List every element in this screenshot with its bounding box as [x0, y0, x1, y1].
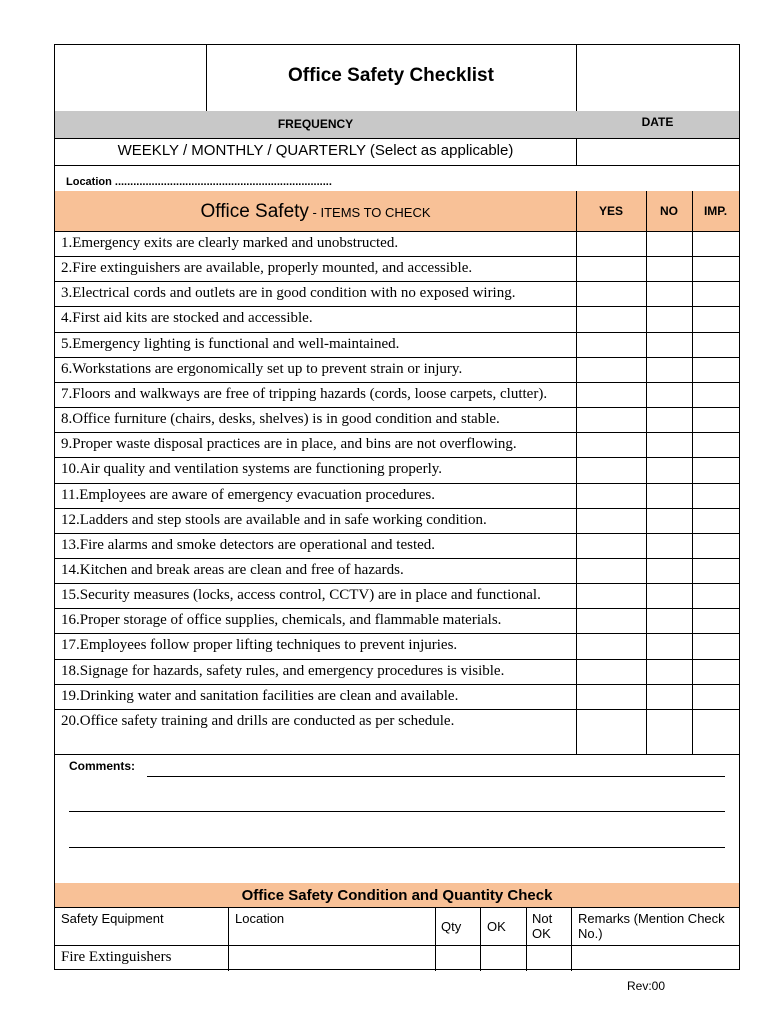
check-cell-yes[interactable] — [576, 306, 646, 331]
check-cell-imp[interactable] — [692, 608, 739, 633]
check-cell-imp[interactable] — [692, 684, 739, 709]
check-cell-yes[interactable] — [576, 357, 646, 382]
check-cell-no[interactable] — [646, 382, 692, 407]
checklist-item: 8.Office furniture (chairs, desks, shelves) is in good condition and stable. — [61, 411, 500, 428]
comments-line[interactable] — [147, 776, 725, 777]
check-cell-imp[interactable] — [692, 709, 739, 734]
check-cell-no[interactable] — [646, 684, 692, 709]
checklist-item: 11.Employees are aware of emergency evacuation procedures. — [61, 486, 435, 503]
comments-line[interactable] — [69, 811, 725, 812]
checklist-sheet — [54, 44, 740, 970]
check-cell-no[interactable] — [646, 659, 692, 684]
check-cell-yes[interactable] — [576, 256, 646, 281]
check-cell-no[interactable] — [646, 407, 692, 432]
check-cell-yes[interactable] — [576, 483, 646, 508]
check-cell-yes[interactable] — [576, 508, 646, 533]
check-cell-no[interactable] — [646, 558, 692, 583]
comments-line[interactable] — [69, 847, 725, 848]
col-no-header: NO — [660, 204, 678, 218]
check-cell-no[interactable] — [646, 709, 692, 734]
check-cell-imp[interactable] — [692, 231, 739, 256]
checklist-item: 19.Drinking water and sanitation facilities are clean and available. — [61, 687, 459, 704]
col-ok: OK — [487, 919, 506, 934]
col-imp-header: IMP. — [703, 204, 728, 218]
check-cell-no[interactable] — [646, 281, 692, 306]
divider — [526, 907, 527, 971]
check-cell-imp[interactable] — [692, 633, 739, 658]
check-cell-no[interactable] — [646, 432, 692, 457]
check-cell-imp[interactable] — [692, 332, 739, 357]
comments-label: Comments: — [69, 759, 136, 773]
checklist-item: 10.Air quality and ventilation systems are functioning properly. — [61, 461, 443, 478]
checklist-item: 16.Proper storage of office supplies, chemicals, and flammable materials. — [61, 612, 502, 629]
check-cell-imp[interactable] — [692, 357, 739, 382]
check-cell-yes[interactable] — [576, 457, 646, 482]
check-cell-imp[interactable] — [692, 306, 739, 331]
date-field[interactable] — [576, 138, 739, 165]
check-cell-no[interactable] — [646, 457, 692, 482]
check-cell-yes[interactable] — [576, 583, 646, 608]
check-cell-imp[interactable] — [692, 533, 739, 558]
check-cell-no[interactable] — [646, 256, 692, 281]
check-cell-no[interactable] — [646, 332, 692, 357]
check-cell-yes[interactable] — [576, 684, 646, 709]
checklist-item: 12.Ladders and step stools are available and in safe working condition. — [61, 511, 487, 528]
checklist-item: 6.Workstations are ergonomically set up to prevent strain or injury. — [61, 360, 463, 377]
divider — [480, 907, 481, 971]
col-location: Location — [235, 911, 285, 926]
section-title-main: Office Safety — [200, 201, 309, 222]
section-title — [55, 201, 576, 223]
date-label: DATE — [641, 115, 674, 129]
check-cell-imp[interactable] — [692, 432, 739, 457]
check-cell-yes[interactable] — [576, 709, 646, 734]
check-cell-imp[interactable] — [692, 583, 739, 608]
col-safety-equipment: Safety Equipment — [61, 911, 164, 926]
condition-title: Office Safety Condition and Quantity Check — [241, 887, 553, 904]
equipment-location-cell[interactable] — [228, 945, 435, 970]
check-cell-yes[interactable] — [576, 407, 646, 432]
page-title: Office Safety Checklist — [288, 65, 494, 86]
col-remarks: Remarks (Mention Check No.) — [578, 911, 725, 941]
divider — [55, 907, 739, 908]
revision-label: Rev:00 — [627, 979, 666, 993]
location-field[interactable]: Location ....................................................................... — [66, 176, 332, 188]
checklist-item: 1.Emergency exits are clearly marked and unobstructed. — [61, 235, 399, 251]
check-cell-yes[interactable] — [576, 659, 646, 684]
check-cell-yes[interactable] — [576, 608, 646, 633]
check-cell-yes[interactable] — [576, 432, 646, 457]
divider — [55, 165, 739, 166]
check-cell-yes[interactable] — [576, 231, 646, 256]
check-cell-yes[interactable] — [576, 558, 646, 583]
check-cell-yes[interactable] — [576, 633, 646, 658]
check-cell-no[interactable] — [646, 533, 692, 558]
checklist-item: 18.Signage for hazards, safety rules, and emergency procedures is visible. — [61, 662, 505, 679]
check-cell-imp[interactable] — [692, 558, 739, 583]
checklist-item: 13.Fire alarms and smoke detectors are operational and tested. — [61, 536, 436, 553]
col-not-ok: Not OK — [532, 911, 553, 941]
section-title-sub: - ITEMS TO CHECK — [308, 205, 431, 220]
divider — [435, 907, 436, 971]
check-cell-no[interactable] — [646, 608, 692, 633]
checklist-item: 4.First aid kits are stocked and accessible. — [61, 310, 313, 327]
checklist-item: 9.Proper waste disposal practices are in place, and bins are not overflowing. — [61, 436, 517, 453]
check-cell-imp[interactable] — [692, 407, 739, 432]
check-cell-no[interactable] — [646, 231, 692, 256]
check-cell-imp[interactable] — [692, 256, 739, 281]
check-cell-imp[interactable] — [692, 281, 739, 306]
check-cell-no[interactable] — [646, 306, 692, 331]
check-cell-yes[interactable] — [576, 382, 646, 407]
check-cell-no[interactable] — [646, 357, 692, 382]
check-cell-yes[interactable] — [576, 533, 646, 558]
check-cell-no[interactable] — [646, 483, 692, 508]
check-cell-no[interactable] — [646, 633, 692, 658]
frequency-value[interactable]: WEEKLY / MONTHLY / QUARTERLY (Select as applicable) — [117, 142, 514, 159]
check-cell-no[interactable] — [646, 583, 692, 608]
checklist-item: 17.Employees follow proper lifting techniques to prevent injuries. — [61, 637, 458, 654]
check-cell-imp[interactable] — [692, 457, 739, 482]
col-qty: Qty — [441, 919, 462, 934]
check-cell-yes[interactable] — [576, 281, 646, 306]
checklist-item: 2.Fire extinguishers are available, properly mounted, and accessible. — [61, 260, 473, 277]
divider — [55, 754, 739, 755]
check-cell-imp[interactable] — [692, 659, 739, 684]
check-cell-yes[interactable] — [576, 332, 646, 357]
checklist-item: 20.Office safety training and drills are conducted as per schedule. — [61, 712, 455, 729]
col-yes-header: YES — [598, 204, 623, 218]
check-cell-imp[interactable] — [692, 508, 739, 533]
check-cell-imp[interactable] — [692, 483, 739, 508]
checklist-item: 7.Floors and walkways are free of tripping hazards (cords, loose carpets, clutter). — [61, 385, 548, 402]
divider — [571, 907, 572, 971]
check-cell-imp[interactable] — [692, 382, 739, 407]
frequency-label: FREQUENCY — [277, 117, 354, 131]
equipment-cell: Fire Extinguishers — [61, 949, 172, 965]
checklist-item: 5.Emergency lighting is functional and well-maintained. — [61, 335, 400, 352]
checklist-item: 14.Kitchen and break areas are clean and free of hazards. — [61, 561, 404, 578]
check-cell-no[interactable] — [646, 508, 692, 533]
checklist-item: 3.Electrical cords and outlets are in good condition with no exposed wiring. — [61, 285, 516, 302]
checklist-item: 15.Security measures (locks, access control, CCTV) are in place and functional. — [61, 587, 541, 604]
